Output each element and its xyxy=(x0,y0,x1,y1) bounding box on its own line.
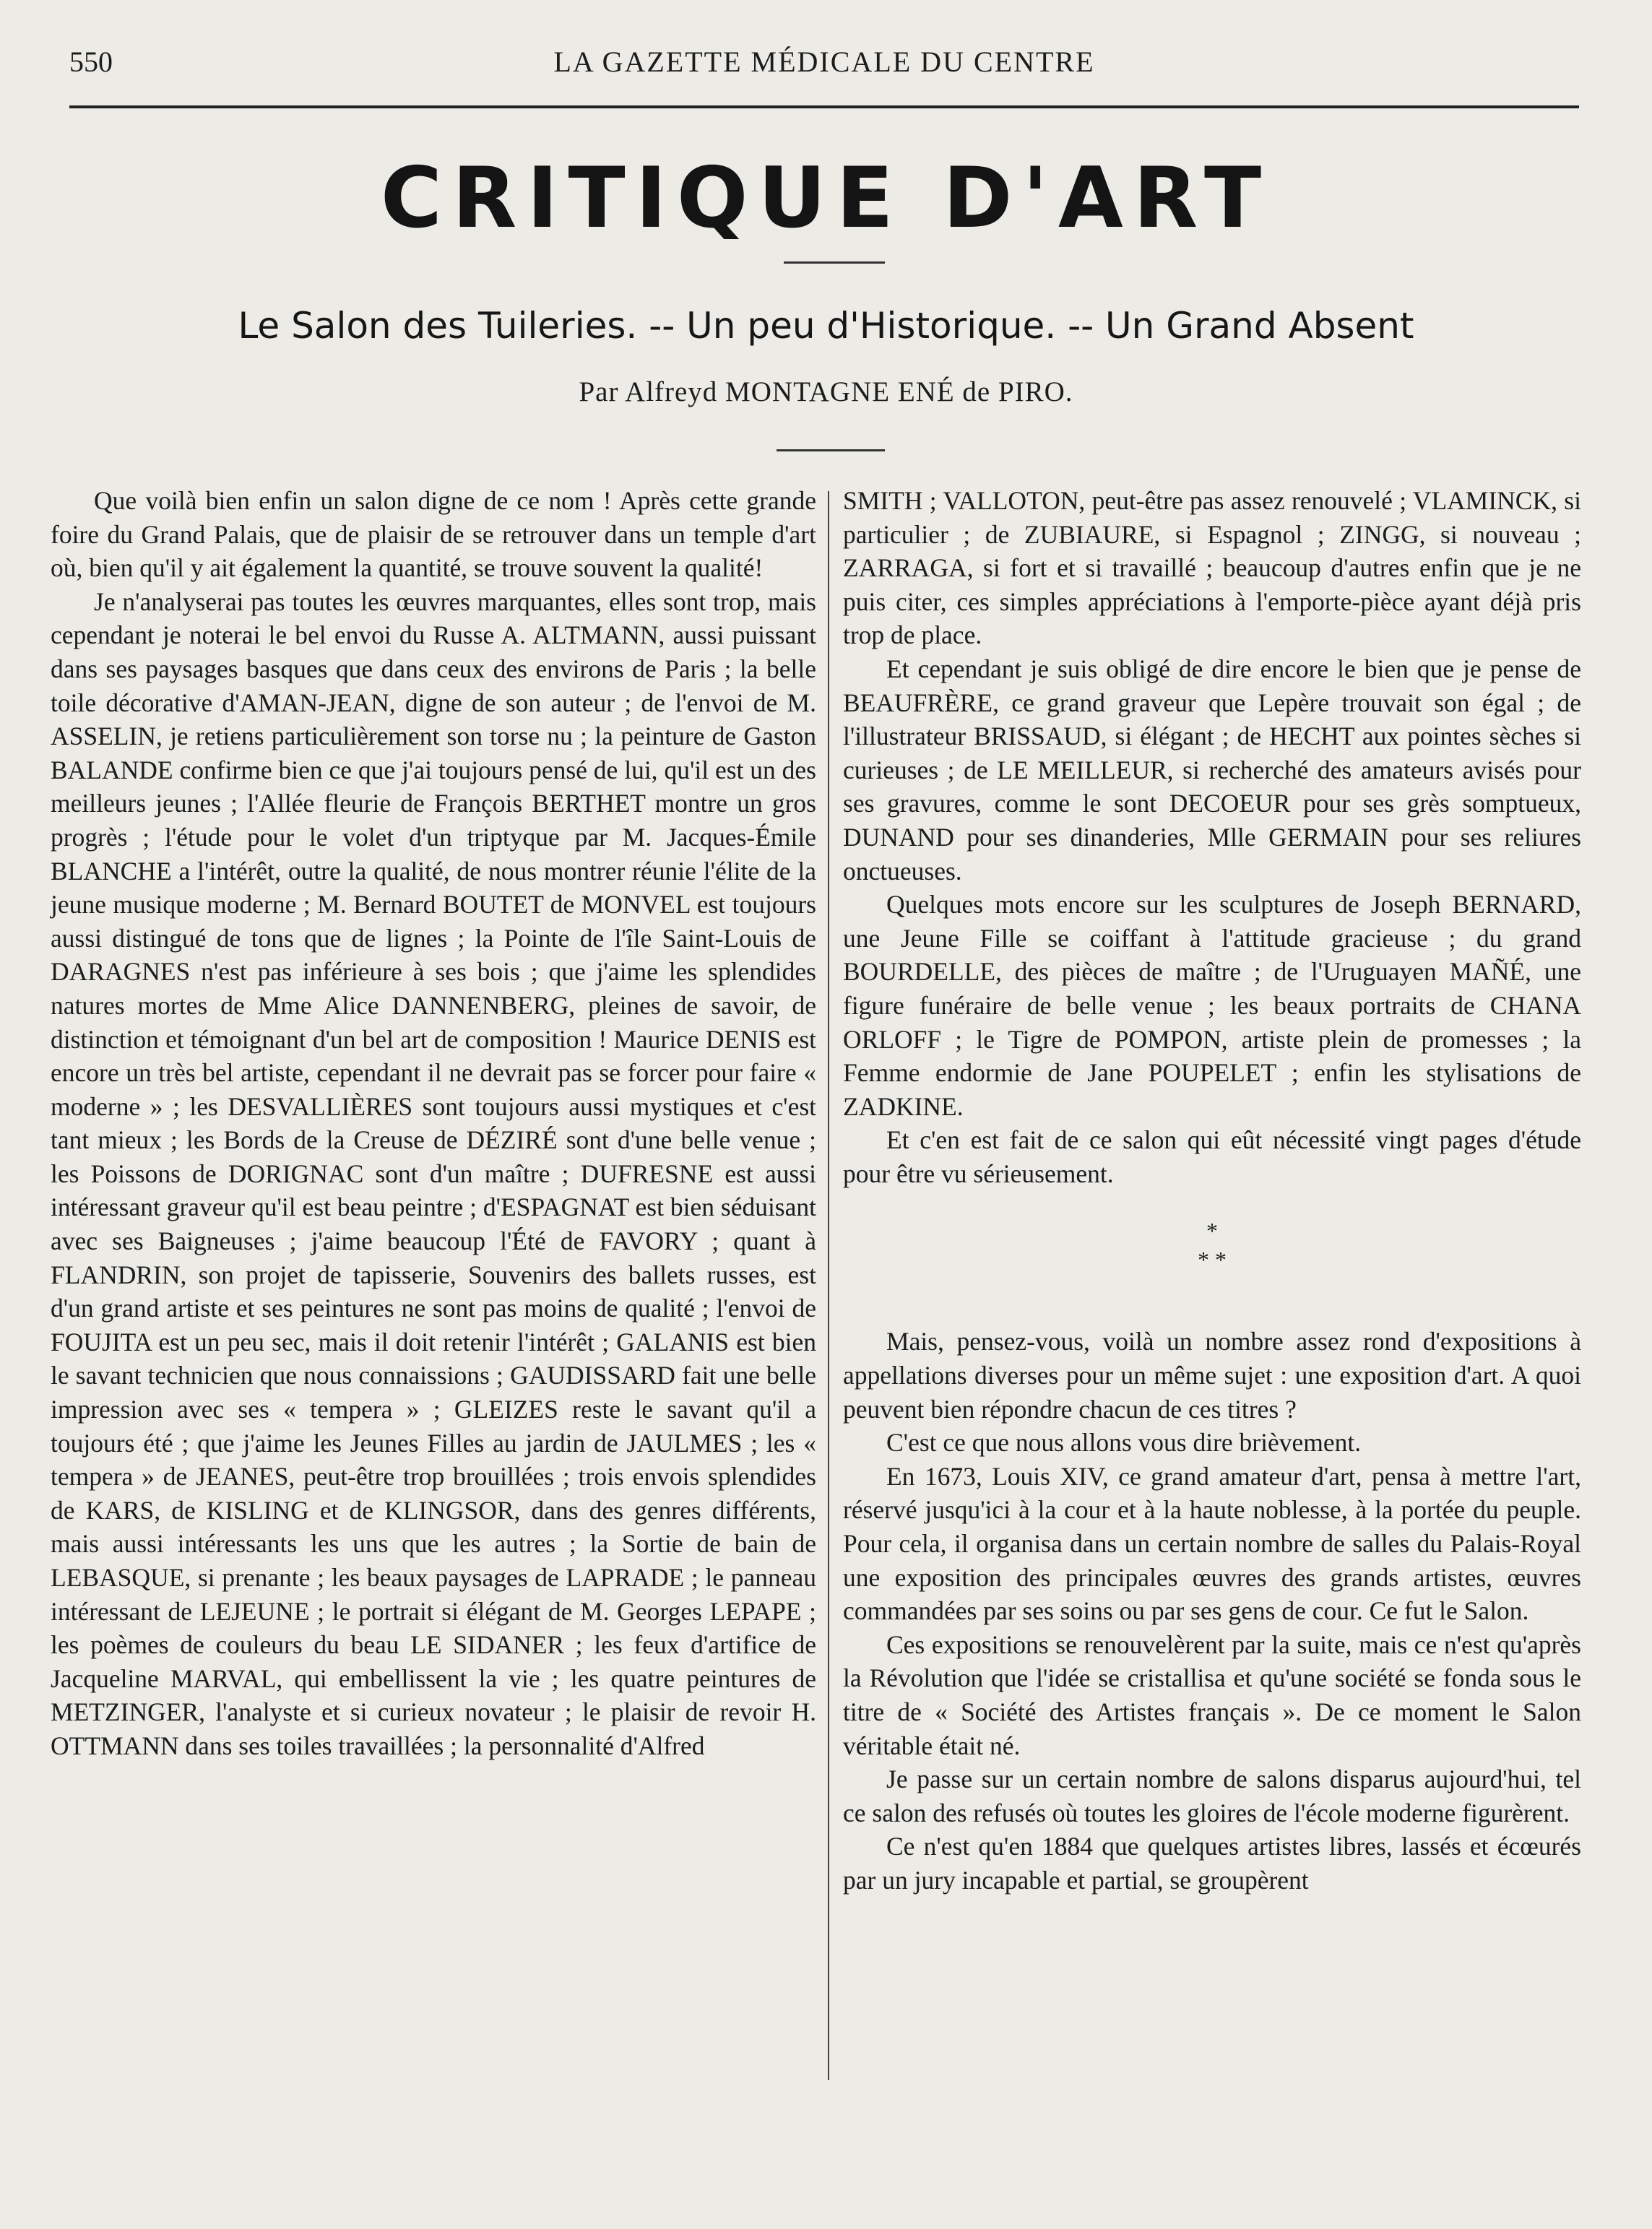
paragraph: Et c'en est fait de ce salon qui eût nécessité vingt pages d'étude pour être vu sérieusement. xyxy=(843,1125,1581,1188)
left-column xyxy=(51,484,816,1763)
paragraph: Je n'analyserai pas toutes les œuvres marquantes, elles sont trop, mais cependant je noterai le bel envoi du Russe A. ALTMANN, aussi puissant dans ses paysages basques que dans ceux des environs de Paris ; la belle toile décorative d'AMAN-JEAN, digne de son auteur ; de l'envoi de M. ASSELIN, je retiens particulièrement son torse nu ; la peinture de Gaston BALANDE confirme bien ce que j'ai toujours pensé de lui, qu'il est un des meilleurs jeunes ; l'Allée fleurie de François BERTHET montre un gros progrès ; l'étude pour le volet d'un triptyque par M. Jacques-Émile BLANCHE a l'intérêt, outre la qualité, de nous montrer réunie l'élite de la jeune musique moderne ; M. Bernard BOUTET de MONVEL est toujours aussi distingué de tons que de lignes ; la Pointe de l'île Saint-Louis de DARAGNES n'est pas inférieure à ses bois ; que j'aime les splendides natures mortes de Mme Alice DANNENBERG, pleines de savoir, de distinction et témoignant d'un bel art de composition ! Maurice DENIS est encore un très bel artiste, cependant il ne devrait pas se forcer pour faire « moderne » ; les DESVALLIÈRES sont toujours aussi mystiques et c'est tant mieux ; les Bords de la Creuse de DÉZIRÉ sont d'une belle venue ; les Poissons de DORIGNAC sont d'un maître ; DUFRESNE est aussi intéressant graveur qu'il est beau peintre ; d'ESPAGNAT est bien séduisant avec ses Baigneuses ; j'aime beaucoup l'Été de FAVORY ; quant à FLANDRIN, son projet de tapisserie, Souvenirs des ballets russes, est d'un grand artiste et ses peintures ne sont pas moins de qualité ; l'envoi de FOUJITA est un peu sec, mais il doit retenir l'intérêt ; GALANIS est bien le savant technicien que nous connaissions ; GAUDISSARD fait une belle impression avec ses « tempera » ; GLEIZES reste le savant qu'il a toujours été ; que j'aime les Jeunes Filles au jardin de JAULMES ; les « tempera » de JEANES, peut-être trop brouillées ; trois envois splendides de KARS, de KISLING et de KLINGSOR, dans des genres différents, mais aussi intéressants les uns que les autres ; la Sortie de bain de LEBASQUE, si prenante ; les beaux paysages de LAPRADE ; le panneau intéressant de LEJEUNE ; le portrait si élégant de M. Georges LEPAPE ; les poèmes de couleurs du beau LE SIDANER ; les feux d'artifice de Jacqueline MARVAL, qui embellissent la vie ; les quatre peintures de METZINGER, l'analyste et si curieux novateur ; le plaisir de revoir H. OTTMANN dans ses toiles travaillées ; la personnalité d'Alfred xyxy=(51,587,816,1760)
article-byline: Par Alfreyd MONTAGNE ENÉ de PIRO. xyxy=(579,376,1073,407)
paragraph: C'est ce que nous allons vous dire brièvement. xyxy=(886,1428,1362,1458)
running-title: LA GAZETTE MÉDICALE DU CENTRE xyxy=(553,46,1095,78)
page-number: 550 xyxy=(69,46,113,78)
paragraph: Que voilà bien enfin un salon digne de ce nom ! Après cette grande foire du Grand Palais, que de plaisir de se retrouver dans un temple d'art où, bien qu'il y ait également la quantité, se trouve souvent la qualité! xyxy=(51,486,816,583)
paragraph: Ce n'est qu'en 1884 que quelques artistes libres, lassés et écœurés par un jury incapable et partial, se groupèrent xyxy=(843,1832,1581,1895)
section-asterism: * * * xyxy=(1198,1218,1227,1273)
page-header xyxy=(69,45,1579,95)
column-divider xyxy=(828,491,829,2080)
paragraph: En 1673, Louis XIV, ce grand amateur d'art, pensa à mettre l'art, réservé jusqu'ici à la cour et à la haute noblesse, à la portée du peuple. Pour cela, il organisa dans un certain nombre de salles du Palais-Royal une exposition des principales œuvres des grands artistes, œuvres commandées par ses soins ou par ses gens de cour. Ce fut le Salon. xyxy=(843,1461,1581,1626)
byline-rule xyxy=(777,449,885,451)
paragraph: Je passe sur un certain nombre de salons disparus aujourd'hui, tel ce salon des refusés où toutes les gloires de l'école moderne figurèrent. xyxy=(843,1765,1581,1827)
right-column xyxy=(843,484,1581,1897)
paragraph: Mais, pensez-vous, voilà un nombre assez rond d'expositions à appellations diverses pour un même sujet : une exposition d'art. A quoi peuvent bien répondre chacun de ces titres ? xyxy=(843,1327,1581,1424)
paragraph: SMITH ; VALLOTON, peut-être pas assez renouvelé ; VLAMINCK, si particulier ; de ZUBIAURE, si Espagnol ; ZINGG, si nouveau ; ZARRAGA, si fort et si travaillé ; beaucoup d'autres enfin que je ne puis citer, ces simples appréciations à l'emporte-pièce ayant déjà pris trop de place. xyxy=(843,486,1581,650)
title-rule xyxy=(784,261,885,264)
paragraph: Ces expositions se renouvelèrent par la suite, mais ce n'est qu'après la Révolution que l'idée se cristallisa et qu'une société se fonda sous le titre de « Société des Artistes français ». De ce moment le Salon véritable était né. xyxy=(843,1629,1581,1760)
article-title: CRITIQUE D'ART xyxy=(380,150,1272,247)
paragraph: Quelques mots encore sur les sculptures de Joseph BERNARD, une Jeune Fille se coiffant à l'attitude gracieuse ; du grand BOURDELLE, des pièces de maître ; de l'Uruguayen MAÑÉ, une figure funéraire de belle venue ; les beaux portraits de CHANA ORLOFF ; le Tigre de POMPON, artiste plein de promesses ; la Femme endormie de Jane POUPELET ; enfin les stylisations de ZADKINE. xyxy=(843,890,1581,1121)
paragraph: Et cependant je suis obligé de dire encore le bien que je pense de BEAUFRÈRE, ce grand graveur que Lepère trouvait son égal ; de l'illustrateur BRISSAUD, si élégant ; de HECHT aux pointes sèches si curieuses ; de LE MEILLEUR, si recherché des amateurs avisés pour ses gravures, comme le sont DECOEUR pour ses grès somptueux, DUNAND pour ses dinanderies, Mlle GERMAIN pour ses reliures onctueuses. xyxy=(843,654,1581,886)
article-subtitle: Le Salon des Tuileries. -- Un peu d'Historique. -- Un Grand Absent xyxy=(238,305,1414,347)
header-rule xyxy=(69,105,1579,108)
